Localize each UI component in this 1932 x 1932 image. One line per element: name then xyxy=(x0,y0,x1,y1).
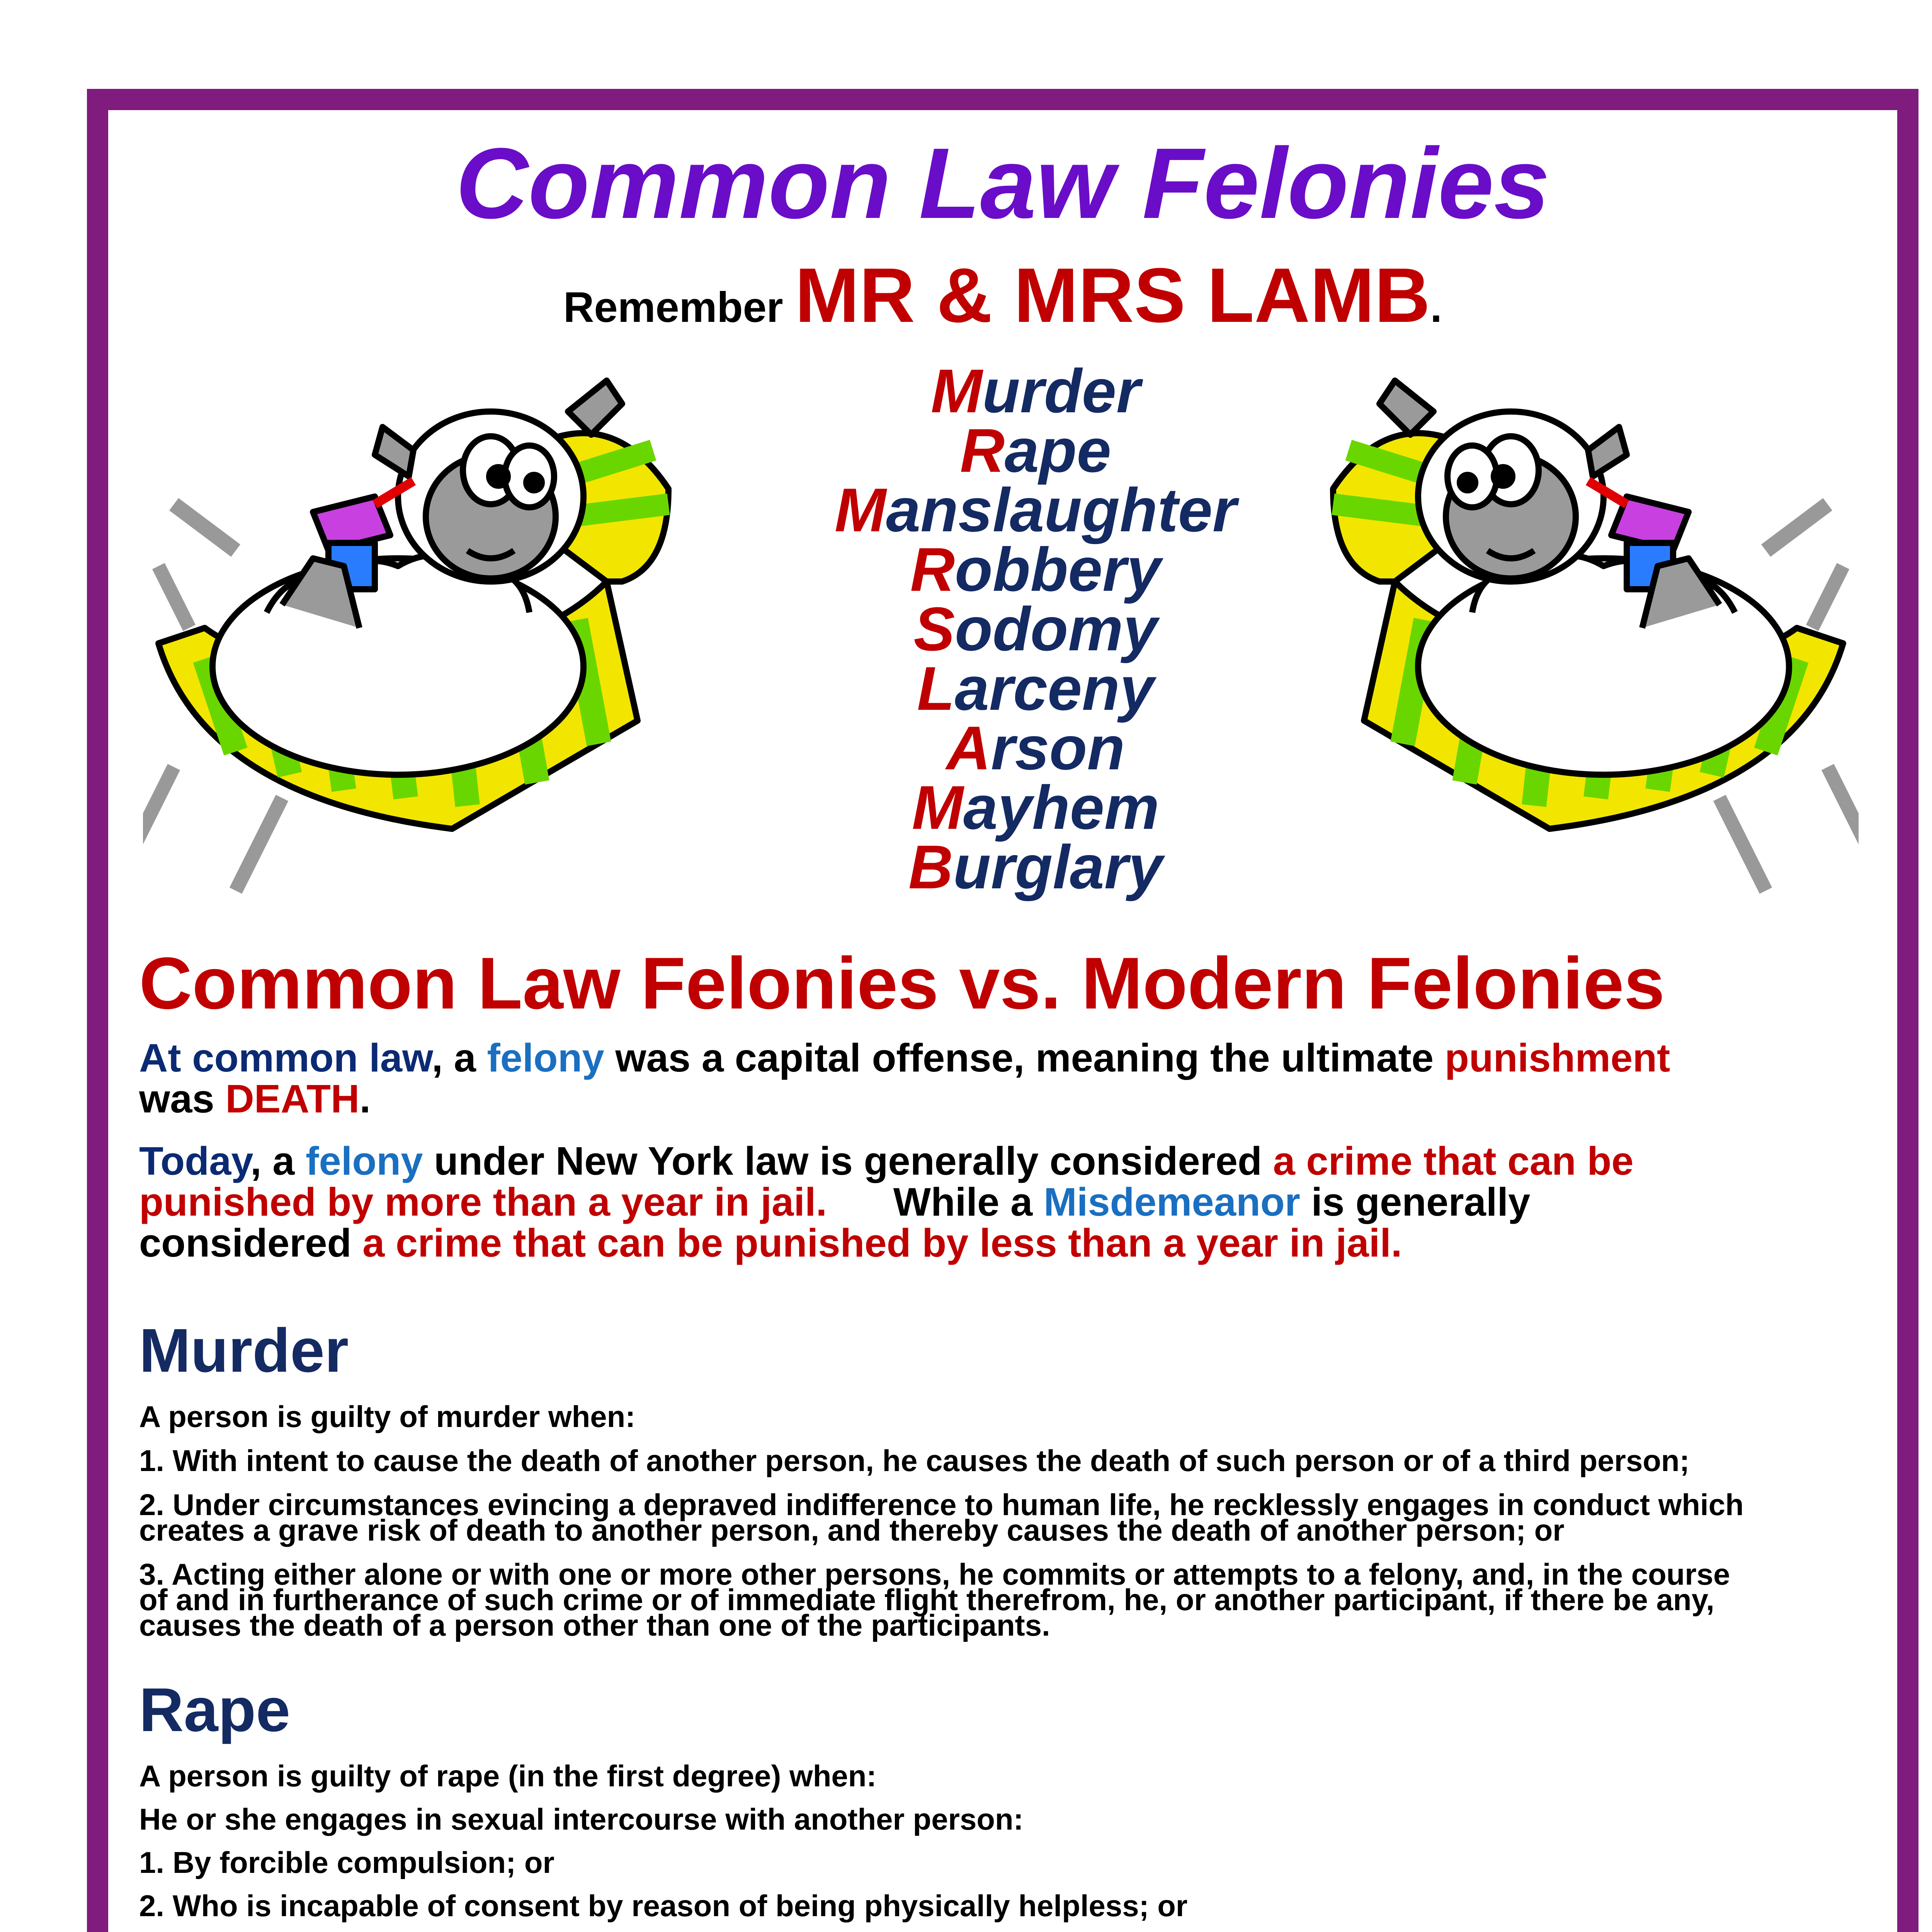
murder-item-1: 1. With intent to cause the death of another person, he causes the death of such person or of a third person; xyxy=(139,1444,1690,1478)
murder-intro: A person is guilty of murder when: xyxy=(139,1400,636,1434)
rape-section xyxy=(139,1675,1866,1932)
acrostic-row: Manslaughter xyxy=(834,475,1237,544)
rape-item-1: 1. By forcible compulsion; or xyxy=(139,1845,554,1879)
murder-item-2: 2. Under circumstances evincing a depraved indifference to human life, he recklessly engages in conduct which creates a grave risk of death to another person, and thereby causes the death of another person; or xyxy=(139,1488,1744,1547)
acrostic-row: Rape xyxy=(960,416,1111,485)
rape-line-2: He or she engages in sexual intercourse with another person: xyxy=(139,1802,1024,1836)
remember-prefix: Remember xyxy=(563,284,783,331)
comparison-paragraph-1: At common law, a felony was a capital offense, meaning the ultimate punishment was DEATH. xyxy=(139,1036,1670,1121)
comparison-paragraph-2: Today, a felony under New York law is generally considered a crime that can be punished by more than a year in jail. While a Misdemeanor is generally considered a crime that can be punished by less than a year in jail. xyxy=(139,1139,1634,1265)
acrostic-row: Burglary xyxy=(908,832,1163,901)
acrostic-row: Murder xyxy=(930,356,1141,425)
sheep-lounger-illustration-left xyxy=(143,334,730,914)
acrostic-row: Mayhem xyxy=(912,773,1160,842)
murder-item-3: 3. Acting either alone or with one or more other persons, he commits or attempts to a felony, and, in the course of and in furtherance of such crime or of immediate flight therefrom, he, or another participant, if there be any, causes the death of a person other than one of the participants. xyxy=(139,1557,1730,1642)
murder-section xyxy=(139,1316,1866,1642)
page-title: Common Law Felonies xyxy=(456,128,1550,240)
acrostic-row: Robbery xyxy=(910,535,1161,604)
murder-heading: Murder xyxy=(139,1316,349,1385)
rape-heading: Rape xyxy=(139,1675,291,1744)
remember-line xyxy=(108,252,1897,338)
acrostic-row: Arson xyxy=(946,713,1125,782)
acrostic-row: Larceny xyxy=(917,654,1154,723)
rape-item-2: 2. Who is incapable of consent by reason of being physically helpless; or xyxy=(139,1889,1188,1923)
comparison-heading: Common Law Felonies vs. Modern Felonies xyxy=(139,942,1665,1024)
rape-intro: A person is guilty of rape (in the first degree) when: xyxy=(139,1759,877,1793)
mnemonic-acrostic xyxy=(765,356,1306,901)
remember-suffix: . xyxy=(1430,284,1442,331)
acrostic-row: Sodomy xyxy=(913,594,1158,663)
sheep-lounger-illustration-right xyxy=(1271,334,1859,914)
page-frame xyxy=(87,89,1918,1932)
mnemonic: MR & MRS LAMB xyxy=(795,252,1430,338)
comparison-section xyxy=(139,942,1866,1265)
